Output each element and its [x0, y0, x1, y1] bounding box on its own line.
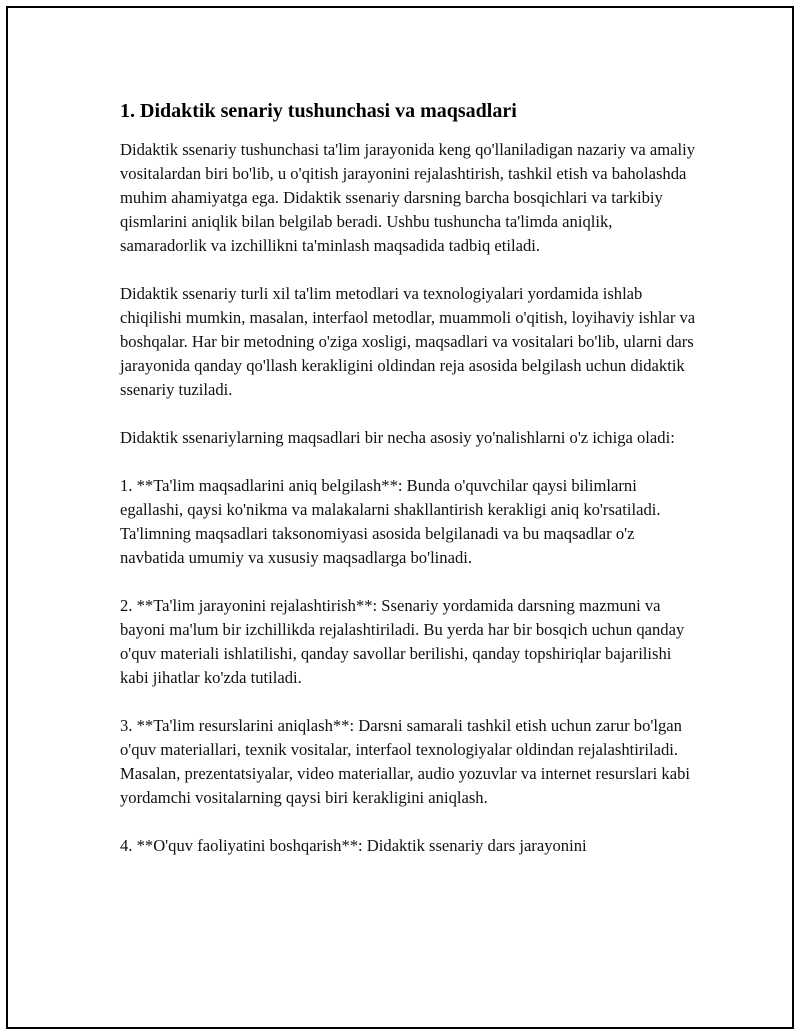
document-title: 1. Didaktik senariy tushunchasi va maqsadlari: [120, 100, 517, 122]
goal-item-2: 2. **Ta'lim jarayonini rejalashtirish**: Ssenariy yordamida darsning mazmuni va bayoni ma'lum bir izchillikda rejalashtiriladi. Bu yerda har bir bosqich uchun qanday o'quv materiali ishlatilishi, qanday savollar berilishi, qanday topshiriqlar bajarilishi kabi jihatlar ko'zda tutiladi.: [120, 596, 685, 687]
goal-item-3: 3. **Ta'lim resurslarini aniqlash**: Darsni samarali tashkil etish uchun zarur bo'lgan o'quv materiallari, texnik vositalar, interfaol texnologiyalar oldindan rejalashtiriladi. Masalan, prezentatsiyalar, video materiallar, audio yozuvlar va internet resurslari kabi yordamchi vositalarning qaysi biri kerakligini aniqlash.: [120, 716, 690, 807]
goal-item-4: 4. **O'quv faoliyatini boshqarish**: Didaktik ssenariy dars jarayonini: [120, 836, 587, 855]
document-body: [120, 98, 700, 882]
methods-paragraph: Didaktik ssenariy turli xil ta'lim metodlari va texnologiyalari yordamida ishlab chiqilishi mumkin, masalan, interfaol metodlar, muammoli o'qitish, loyihaviy ishlar va boshqalar. Har bir metodning o'ziga xosligi, maqsadlari va vositalari bo'lib, ularni dars jarayonida qanday qo'llash kerakligini oldindan reja asosida belgilash uchun didaktik ssenariy tuziladi.: [120, 284, 696, 399]
intro-paragraph: Didaktik ssenariy tushunchasi ta'lim jarayonida keng qo'llaniladigan nazariy va amaliy vositalardan biri bo'lib, u o'qitish jarayonini rejalashtirish, tashkil etish va baholashda muhim ahamiyatga ega. Didaktik ssenariy darsning barcha bosqichlari va tarkibiy qismlarini aniqlik bilan belgilab beradi. Ushbu tushuncha ta'limda aniqlik, samaradorlik va izchillikni ta'minlash maqsadida tadbiq etiladi.: [120, 140, 696, 255]
page-frame: [6, 6, 794, 1029]
goals-intro-paragraph: Didaktik ssenariylarning maqsadlari bir necha asosiy yo'nalishlarni o'z ichiga oladi:: [120, 428, 675, 447]
goal-item-1: 1. **Ta'lim maqsadlarini aniq belgilash**: Bunda o'quvchilar qaysi bilimlarni egallashi, qaysi ko'nikma va malakalarni shakllantirish kerakligi aniq ko'rsatiladi. Ta'limning maqsadlari taksonomiyasi asosida belgilanadi va bu maqsadlar o'z navbatida umumiy va xususiy maqsadlarga bo'linadi.: [120, 476, 661, 567]
